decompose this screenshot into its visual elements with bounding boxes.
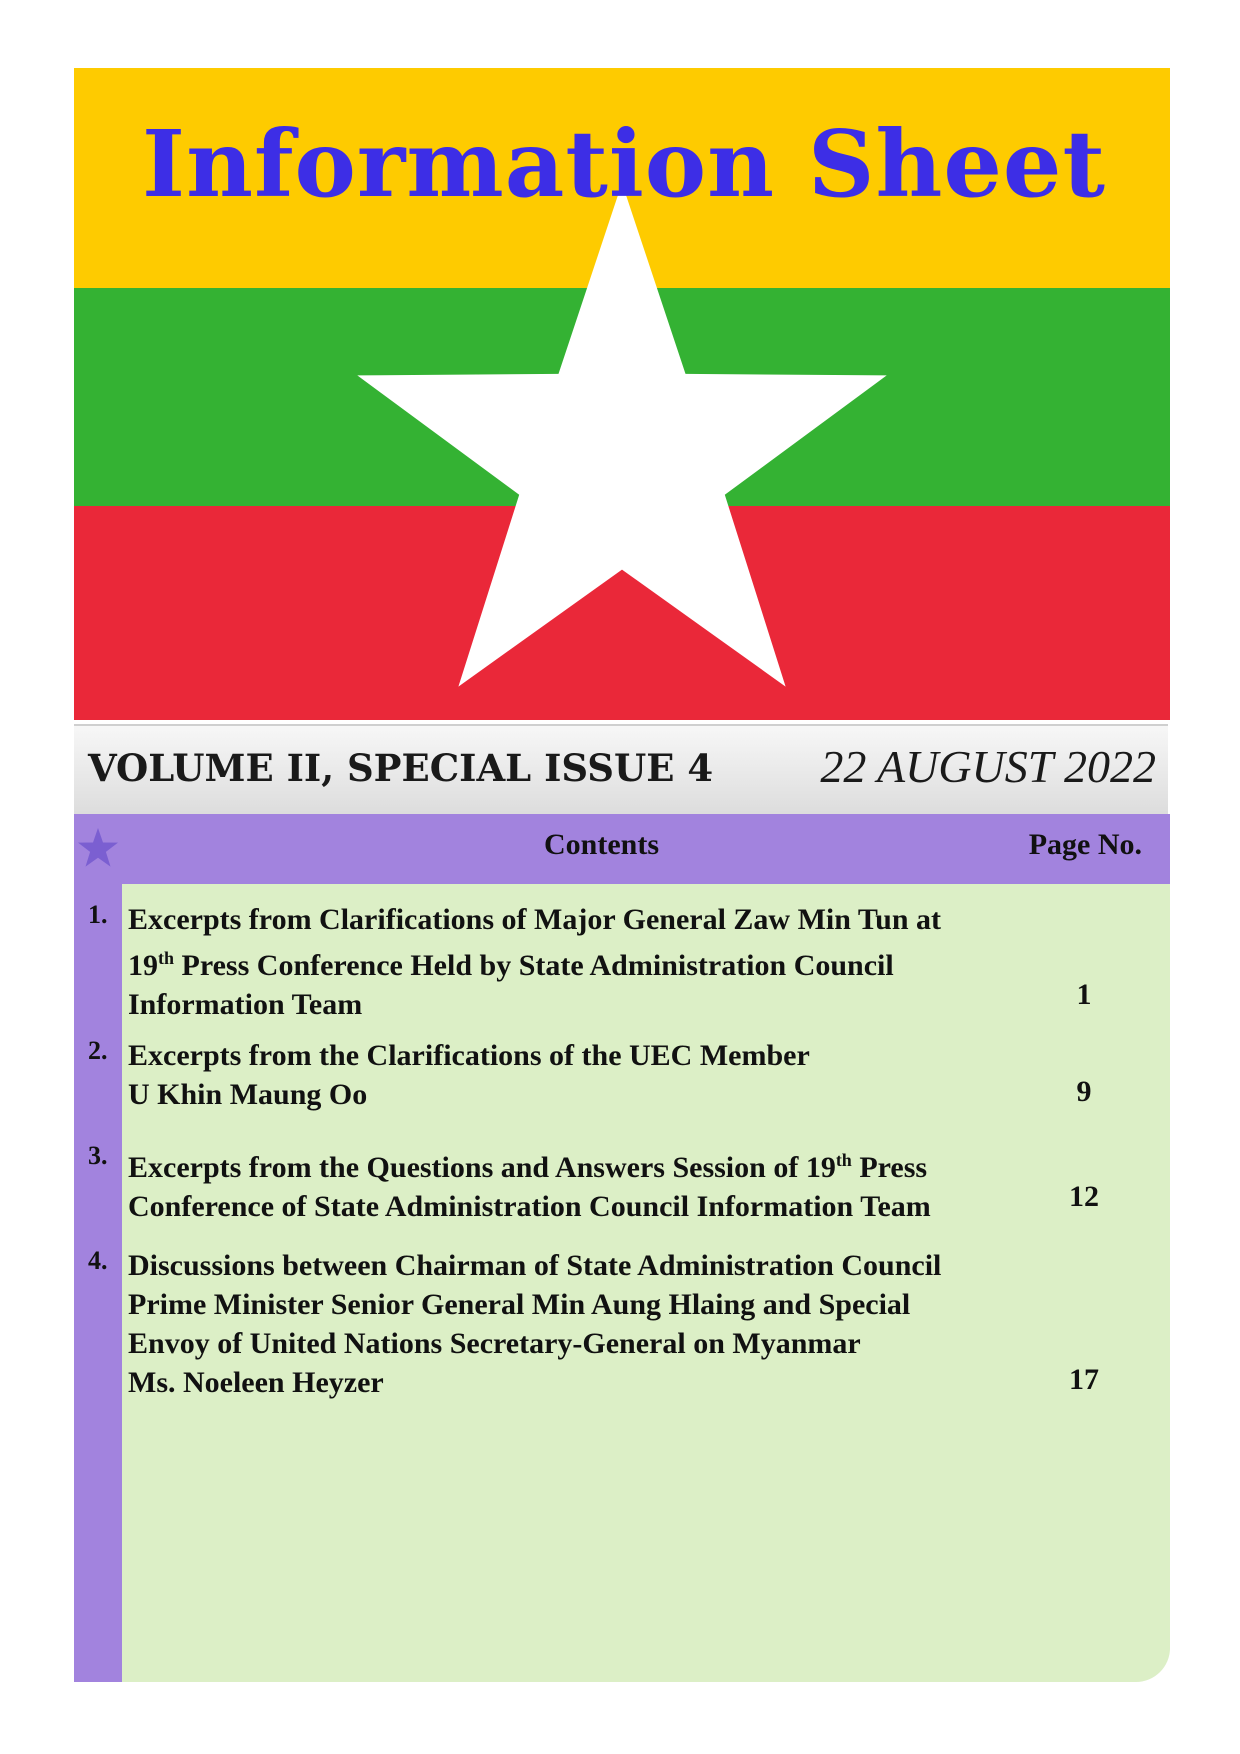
entry-title <box>128 900 1008 1024</box>
entry-number: 4. <box>88 1246 108 1275</box>
entry-title-line: Envoy of United Nations Secretary-General on Myanmar <box>128 1327 861 1360</box>
issue-bar <box>74 724 1168 816</box>
ordinal-suffix: th <box>158 948 175 968</box>
entry-title-line: Ms. Noeleen Heyzer <box>128 1366 384 1399</box>
entry-title <box>128 1036 1008 1114</box>
issue-date: 22 AUGUST 2022 <box>820 741 1156 792</box>
entry-page-number: 12 <box>1069 1180 1099 1213</box>
entry-title-line <box>128 939 1008 985</box>
entry-title-line: Information Team <box>128 988 363 1021</box>
entry-title-line: Conference of State Administration Council Information Team <box>128 1190 931 1223</box>
entry-title-line: Prime Minister Senior General Min Aung Hlaing and Special <box>128 1288 911 1321</box>
contents-heading: Contents <box>544 828 660 861</box>
entry-text-part: Press <box>851 1151 928 1184</box>
entry-title-line: U Khin Maung Oo <box>128 1078 368 1111</box>
entry-page-number: 1 <box>1076 978 1092 1011</box>
entry-text-part: Excerpts from the Questions and Answers Session of 19 <box>128 1151 836 1184</box>
contents-panel <box>74 814 1170 1682</box>
entry-page-number: 17 <box>1069 1363 1099 1396</box>
entry-number: 1. <box>88 900 108 929</box>
page-number-heading: Page No. <box>1028 828 1142 861</box>
myanmar-flag-banner <box>74 68 1170 720</box>
entry-title-line <box>128 1141 1008 1187</box>
star-icon <box>76 826 120 870</box>
entry-number: 2. <box>88 1036 108 1065</box>
entry-number: 3. <box>88 1141 108 1170</box>
page-title: Information Sheet <box>142 110 1106 218</box>
entry-title <box>128 1141 1008 1226</box>
entry-title-line: Excerpts from the Clarifications of the UEC Member <box>128 1039 810 1072</box>
entry-title-line: Discussions between Chairman of State Administration Council <box>128 1249 942 1282</box>
volume-label: VOLUME II, SPECIAL ISSUE 4 <box>88 746 714 790</box>
entry-text-part: 19 <box>128 949 158 982</box>
entry-page-number: 9 <box>1076 1075 1092 1108</box>
entry-text-part: Press Conference Held by State Administration Council <box>174 949 894 982</box>
ordinal-suffix: th <box>835 1150 852 1170</box>
entry-title <box>128 1246 1008 1402</box>
contents-header-row <box>122 814 1170 884</box>
entry-title-line: Excerpts from Clarifications of Major General Zaw Min Tun at <box>128 903 941 936</box>
